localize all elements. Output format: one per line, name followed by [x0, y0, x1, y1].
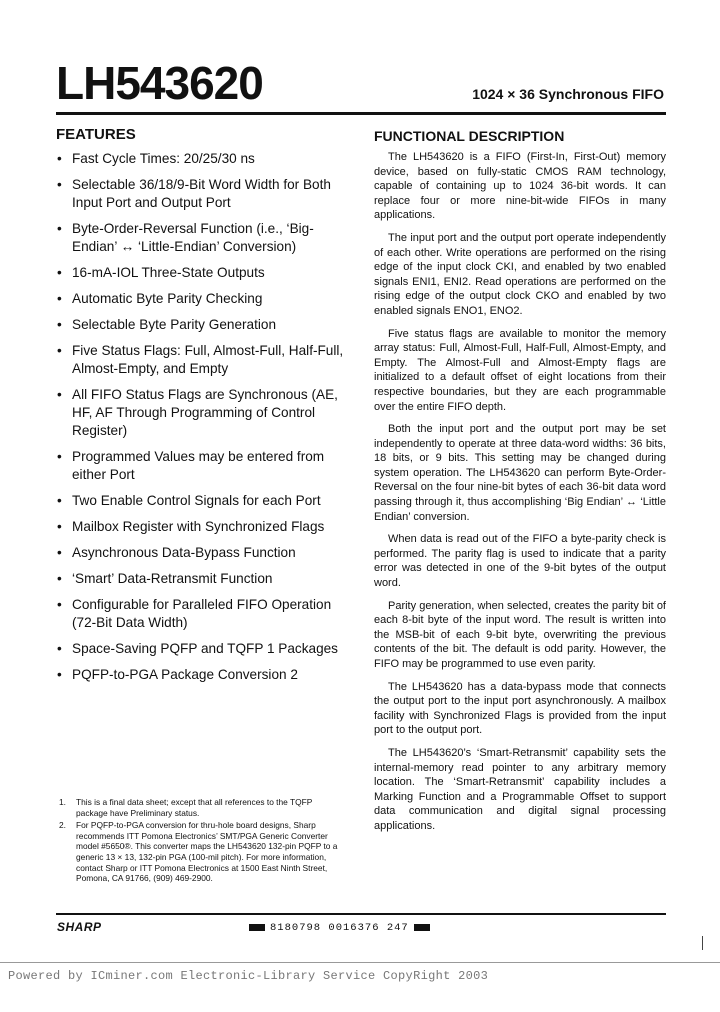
- feature-text: Five Status Flags: Full, Almost-Full, Half-Full, Almost-Empty, and Empty: [72, 343, 344, 376]
- bullet-icon: •: [57, 177, 62, 192]
- feature-text: Space-Saving PQFP and TQFP 1 Packages: [72, 641, 338, 656]
- bullet-icon: •: [57, 317, 62, 332]
- bullet-icon: •: [57, 519, 62, 534]
- feature-text: Automatic Byte Parity Checking: [72, 291, 263, 306]
- bullet-icon: •: [57, 597, 62, 612]
- feature-text: ‘Smart’ Data-Retransmit Function: [72, 571, 273, 586]
- feature-item: [56, 570, 356, 588]
- feature-item: [56, 220, 356, 256]
- bullet-icon: •: [57, 571, 62, 586]
- barcode-text: [244, 922, 435, 934]
- feature-text: Programmed Values may be entered from either Port: [72, 449, 325, 482]
- bullet-icon: •: [57, 449, 62, 464]
- bullet-icon: •: [57, 641, 62, 656]
- feature-text: PQFP-to-PGA Package Conversion 2: [72, 667, 298, 682]
- bullet-icon: •: [57, 291, 62, 306]
- barcode-block-icon: [249, 924, 265, 931]
- feature-text: Two Enable Control Signals for each Port: [72, 493, 321, 508]
- bullet-icon: •: [57, 265, 62, 280]
- bullet-icon: •: [57, 545, 62, 560]
- feature-item: [56, 316, 356, 334]
- description-paragraph: Parity generation, when selected, creates the parity bit of each 8-bit byte of the input word. The result is written into the MSB-bit of each 9-bit byte, overwriting the previous contents of the bit. The default is odd parity. However, the FIFO may be programmed to use even parity.: [374, 599, 666, 670]
- footer-rule: [0, 962, 720, 963]
- features-list: [56, 150, 356, 692]
- feature-text: All FIFO Status Flags are Synchronous (AE, HF, AF Through Programming of Control Register): [72, 387, 338, 438]
- feature-text: 16-mA-IOL Three-State Outputs: [72, 265, 265, 280]
- title-rule: [56, 112, 666, 115]
- footnote-number: 2.: [59, 820, 66, 831]
- feature-item: [56, 518, 356, 536]
- barcode-number: 8180798 0016376 247: [270, 922, 409, 934]
- document-subtitle: 1024 × 36 Synchronous FIFO: [472, 86, 664, 102]
- feature-text: Selectable 36/18/9-Bit Word Width for Both Input Port and Output Port: [72, 177, 331, 210]
- feature-text: Byte-Order-Reversal Function (i.e., ‘Big-Endian’ ↔ ‘Little-Endian’ Conversion): [72, 221, 314, 254]
- feature-item: [56, 596, 356, 632]
- description-paragraph: Five status flags are available to monitor the memory array status: Full, Almost-Full, Half-Full, Almost-Empty, and Empty. The Almost-Full and Almost-Empty flags are initialized to a default offset of eight locations from their respective boundaries, but they are each programmable over the entire FIFO depth.: [374, 327, 666, 413]
- feature-item: [56, 176, 356, 212]
- description-paragraph: The LH543620 has a data-bypass mode that connects the output port to the input port asynchronously. A mailbox facility with Synchronized Flags is provided from the input port to the output port.: [374, 680, 666, 737]
- page-mark: [702, 936, 703, 950]
- feature-item: [56, 264, 356, 282]
- footnote: [56, 797, 346, 818]
- bottom-rule: [56, 913, 666, 915]
- description-paragraph: The LH543620’s ‘Smart-Retransmit’ capability sets the internal-memory read pointer to any arbitrary memory location. The ‘Smart-Retransmit’ capability includes a Marking Function and a Programmable Offset to support data communication and digital signal processing applications.: [374, 746, 666, 832]
- barcode-block-icon: [414, 924, 430, 931]
- feature-text: Fast Cycle Times: 20/25/30 ns: [72, 151, 255, 166]
- description-paragraph: Both the input port and the output port may be set independently to operate at three data-word widths: 36 bits, 18 bits, or 9 bits. This setting may be changed during system operation. The LH543620 can perform Byte-Order-Reversal on the four nine-bit bytes of each 36-bit data word passing through it, thus accomplishing ‘Big Endian’ ↔ ‘Little Endian’ conversion.: [374, 423, 666, 523]
- bullet-icon: •: [57, 151, 62, 166]
- feature-item: [56, 386, 356, 440]
- feature-item: [56, 150, 356, 168]
- feature-text: Asynchronous Data-Bypass Function: [72, 545, 296, 560]
- copyright-footer: Powered by ICminer.com Electronic-Library Service CopyRight 2003: [8, 969, 489, 983]
- bullet-icon: •: [57, 343, 62, 358]
- bullet-icon: •: [57, 493, 62, 508]
- features-heading: FEATURES: [56, 126, 136, 143]
- functional-description-heading: FUNCTIONAL DESCRIPTION: [374, 128, 565, 144]
- feature-item: [56, 666, 356, 684]
- bullet-icon: •: [57, 667, 62, 682]
- sharp-logo: SHARP: [57, 920, 102, 934]
- bullet-icon: •: [57, 221, 62, 236]
- page-title: LH543620: [56, 57, 263, 109]
- feature-text: Selectable Byte Parity Generation: [72, 317, 277, 332]
- description-paragraph: When data is read out of the FIFO a byte-parity check is performed. The parity flag is used to indicate that a parity error was detected in one of the 9-bit bytes of the output word.: [374, 533, 666, 590]
- feature-text: Configurable for Paralleled FIFO Operation (72-Bit Data Width): [72, 597, 332, 630]
- footnote: [56, 820, 346, 884]
- feature-text: Mailbox Register with Synchronized Flags: [72, 519, 325, 534]
- feature-item: [56, 448, 356, 484]
- footnotes: [56, 797, 346, 886]
- feature-item: [56, 492, 356, 510]
- footnote-number: 1.: [59, 797, 66, 807]
- footnote-text: For PQFP-to-PGA conversion for thru-hole board designs, Sharp recommends ITT Pomona Electronics’ SMT/PGA Generic Converter model #5650®. This converter maps the LH543620 132-pin PQFP to a generic 13 × 13, 132-pin PGA (100-mil pitch). For more information, contact Sharp or ITT Pomona Electronics at 1500 East Ninth Street, Pomona, CA 91766, (909) 469-2900.: [76, 820, 338, 884]
- feature-item: [56, 342, 356, 378]
- description-paragraph: The LH543620 is a FIFO (First-In, First-Out) memory device, based on fully-static CMOS RAM technology, capable of containing up to 1024 36-bit words. It can replace four or more nine-bit-wide FIFOs in many applications.: [374, 151, 666, 222]
- functional-description-body: [374, 150, 666, 842]
- description-paragraph: The input port and the output port operate independently of each other. Write operations are performed on the rising edge of the input clock CKI, and enabled by two enabled signals ENI1, ENI2. Read operations are performed on the rising edge of the output clock CKO and enabled by two enabled signals ENO1, ENO2.: [374, 231, 666, 317]
- bullet-icon: •: [57, 387, 62, 402]
- feature-item: [56, 290, 356, 308]
- footnote-text: This is a final data sheet; except that all references to the TQFP package have Preliminary status.: [76, 797, 313, 818]
- feature-item: [56, 640, 356, 658]
- feature-item: [56, 544, 356, 562]
